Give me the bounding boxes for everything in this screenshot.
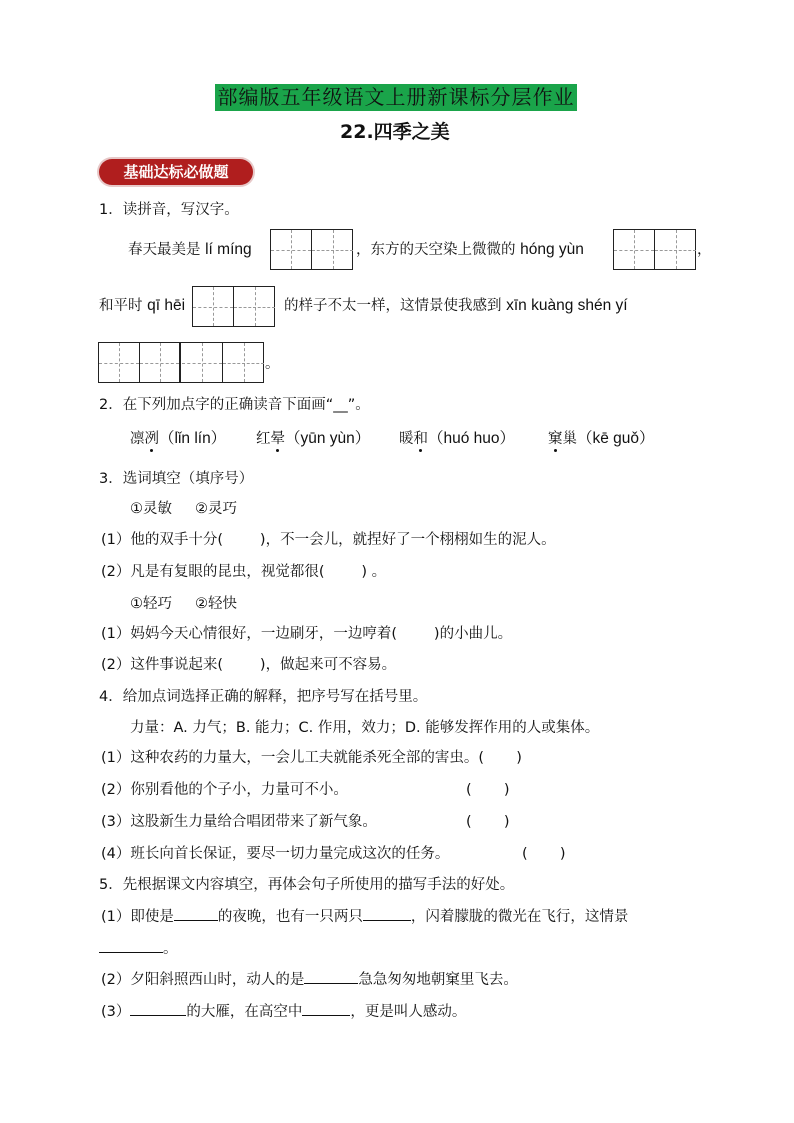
q5-text: (2）夕阳斜照西山时，动人的是 (101, 972, 305, 988)
pronunciation-options[interactable]: （yūn yùn） (285, 430, 371, 447)
q2-word-4 (548, 430, 655, 448)
q5-text: ，更是叫人感动。 (350, 1004, 467, 1020)
word-char: 红 (256, 431, 271, 447)
word-char: 暖 (399, 431, 414, 447)
q5-stem: 5．先根据课文内容填空，再体会句子所使用的描写手法的好处。 (99, 877, 515, 893)
q1-text-4 (284, 297, 628, 315)
q1-line1 (128, 241, 252, 259)
q5-text: 的大雁，在高空中 (186, 1004, 303, 1020)
q1-text: 的样子不太一样，这情景使我感到 (284, 298, 502, 314)
pronunciation-options[interactable]: （lǐn lín） (159, 430, 227, 447)
q2-stem: 2．在下列加点字的正确读音下面画“__”。 (99, 397, 370, 413)
char-grid-xin-kuang-shen-yi[interactable] (98, 342, 264, 383)
q3-sentence-3[interactable]: (1）妈妈今天心情很好，一边刷牙，一边哼着( )的小曲儿。 (101, 626, 513, 642)
q1-text: 春天最美是 (128, 242, 201, 258)
char-grid-hong-yun[interactable] (613, 229, 696, 270)
q4-answer-2[interactable]: ( ) (466, 782, 510, 798)
q1-line2 (99, 297, 185, 315)
pronunciation-options[interactable]: （huó huo） (428, 430, 516, 447)
fill-blank[interactable] (130, 1001, 186, 1016)
q4-sentence-1[interactable]: (1）这种农药的力量大，一会儿工夫就能杀死全部的害虫。( ) (101, 750, 522, 766)
dotted-char: 冽 (144, 431, 159, 447)
q4-answer-3[interactable]: ( ) (466, 814, 510, 830)
q5-sentence-1-end (99, 938, 178, 958)
q2-word-2 (256, 430, 370, 448)
pinyin-qi-hei: qī hēi (147, 297, 186, 314)
dotted-char: 晕 (270, 431, 285, 447)
dotted-char: 和 (413, 431, 428, 447)
q5-text: (3） (101, 1004, 131, 1020)
q4-answer-4[interactable]: ( ) (522, 846, 566, 862)
pinyin-xin-kuang-shen-yi: xīn kuàng shén yí (506, 297, 628, 314)
q5-text: ，闪着朦胧的微光在飞行，这情景 (410, 909, 629, 925)
q5-sentence-1 (101, 906, 628, 926)
q1-end: 。 (265, 356, 280, 372)
worksheet-banner: 部编版五年级语文上册新课标分层作业 (215, 84, 577, 111)
q1-text: 和平时 (99, 298, 143, 314)
fill-blank[interactable] (99, 938, 163, 953)
q3-sentence-4[interactable]: (2）这件事说起来( )，做起来可不容易。 (101, 657, 397, 673)
q1-comma: ， (697, 242, 712, 258)
q5-text: (1）即使是 (101, 909, 174, 925)
fill-blank[interactable] (363, 906, 411, 921)
pinyin-hong-yun: hóng yùn (520, 241, 584, 258)
q3-stem: 3．选词填空（填序号） (99, 471, 254, 487)
q5-text: 。 (163, 941, 178, 957)
q3-options-1: ①灵敏 ②灵巧 (130, 501, 238, 517)
section-badge: 基础达标必做题 (99, 159, 253, 185)
q4-definition: 力量：A. 力气；B. 能力；C. 作用，效力；D. 能够发挥作用的人或集体。 (130, 720, 600, 736)
q2-word-3 (399, 430, 515, 448)
fill-blank[interactable] (174, 906, 218, 921)
word-char: 巢 (562, 431, 577, 447)
word-char: 凛 (130, 431, 145, 447)
fill-blank[interactable] (302, 1001, 350, 1016)
char-grid-qi-hei[interactable] (192, 286, 275, 327)
q1-text-2 (356, 241, 584, 259)
q3-sentence-2[interactable]: (2）凡是有复眼的昆虫，视觉都很( ) 。 (101, 564, 387, 580)
q4-stem: 4．给加点词选择正确的解释，把序号写在括号里。 (99, 689, 428, 705)
lesson-title: 22.四季之美 (340, 121, 450, 143)
char-grid-li-ming[interactable] (270, 229, 353, 270)
q5-sentence-2 (101, 969, 518, 989)
q1-stem: 1．读拼音，写汉字。 (99, 202, 239, 218)
fill-blank[interactable] (304, 969, 358, 984)
q4-sentence-4: (4）班长向首长保证，要尽一切力量完成这次的任务。 (101, 846, 450, 862)
q1-text: ，东方的天空染上微微的 (356, 242, 516, 258)
q4-sentence-2: (2）你别看他的个子小，力量可不小。 (101, 782, 348, 798)
pinyin-li-ming: lí míng (205, 241, 252, 258)
q4-sentence-3: (3）这股新生力量给合唱团带来了新气象。 (101, 814, 377, 830)
q3-sentence-1[interactable]: (1）他的双手十分( )，不一会儿，就捏好了一个栩栩如生的泥人。 (101, 532, 556, 548)
q5-sentence-3 (101, 1001, 466, 1021)
q3-options-2: ①轻巧 ②轻快 (130, 596, 238, 612)
q2-word-1 (130, 430, 226, 448)
pronunciation-options[interactable]: （kē guǒ） (577, 430, 655, 447)
q5-text: 的夜晚，也有一只两只 (217, 909, 363, 925)
dotted-char: 窠 (548, 431, 563, 447)
q5-text: 急急匆匆地朝窠里飞去。 (358, 972, 518, 988)
